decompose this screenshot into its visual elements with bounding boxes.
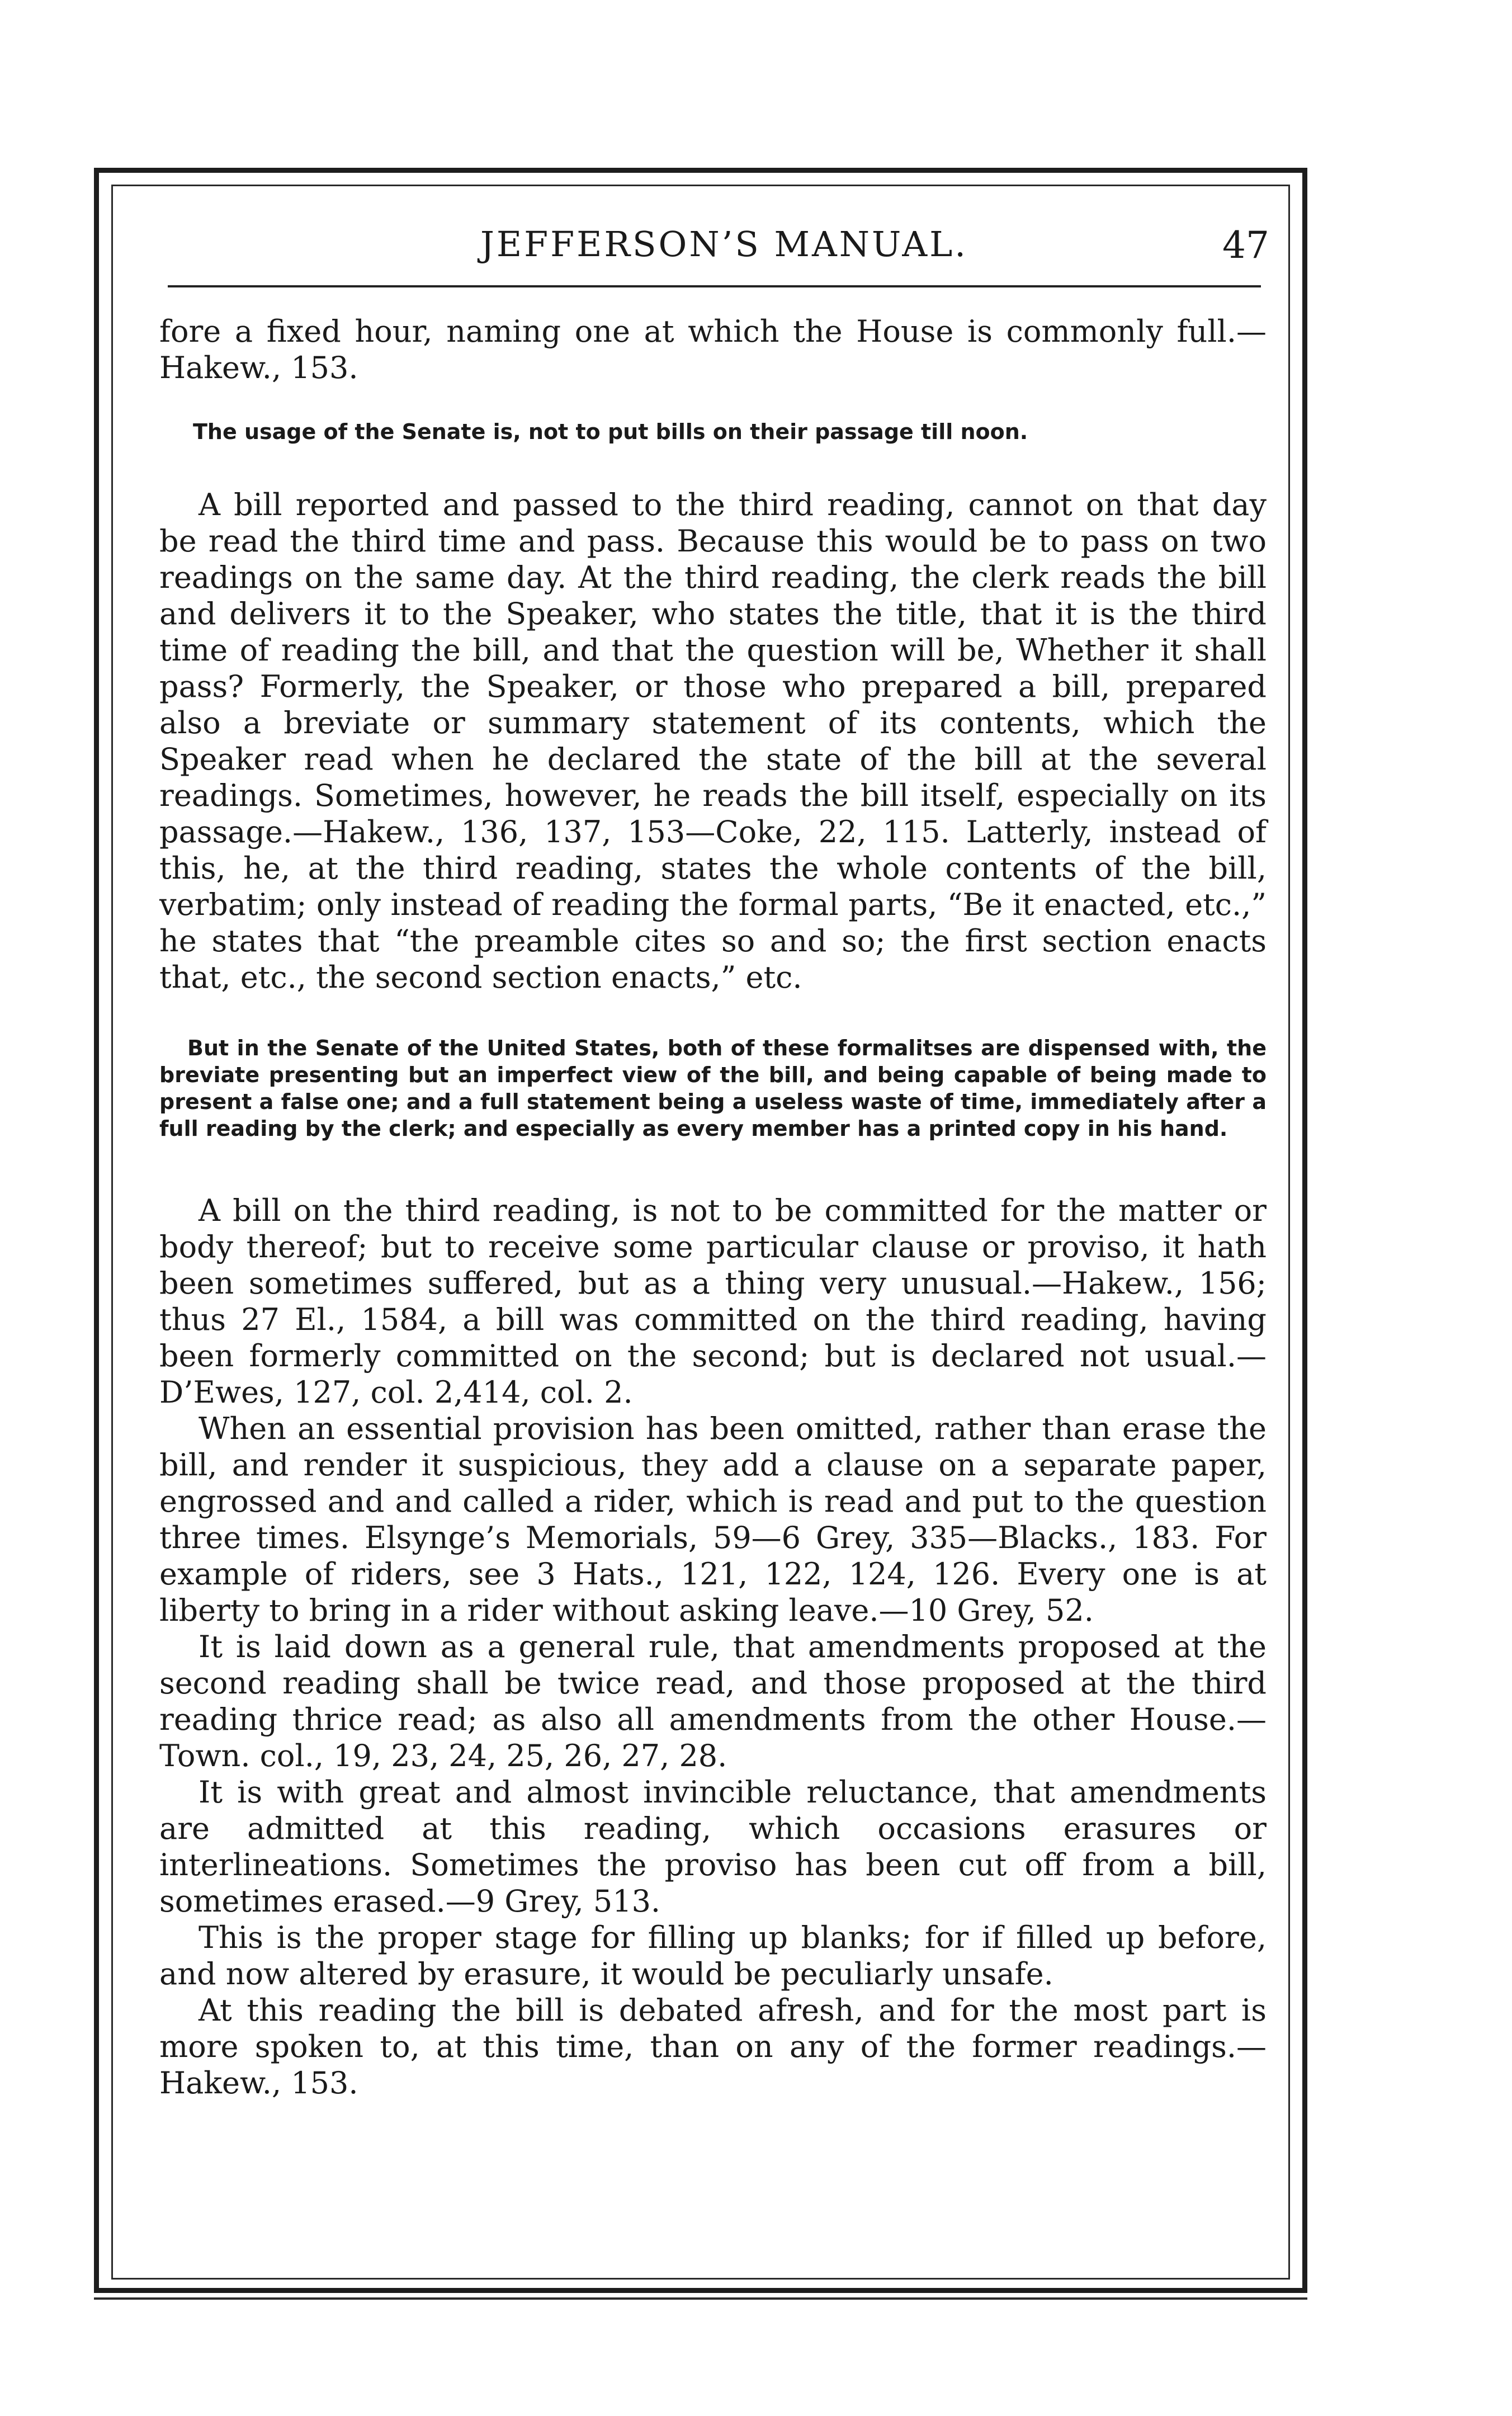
senate-note-noon: The usage of the Senate is, not to put bills on their passage till noon. bbox=[193, 419, 1028, 444]
paragraph-reluctance: It is with great and almost invincible reluctance, that amendments are admitted at this reading, which occasions erasures or interlineations. Sometimes the proviso has been cut off from a bill, sometimes erased.—9 Grey, 513. bbox=[159, 1775, 1267, 1919]
paragraph-debate: At this reading the bill is debated afresh, and for the most part is more spoken to, at this time, than on any of the former readings.—Hakew., 153. bbox=[159, 1993, 1267, 2101]
paragraph-rider: When an essential provision has been omitted, rather than erase the bill, and render it suspicious, they add a clause on a separate paper, engrossed and and called a rider, which is read and put to the question three times. Elsynge’s Memorials, 59—6 Grey, 335—Blacks., 183. For example of riders, see 3 Hats., 121, 122, 124, 126. Every one is at liberty to bring in a rider without asking leave.—10 Grey, 52. bbox=[159, 1411, 1267, 1628]
paragraph-third-reading: A bill reported and passed to the third reading, cannot on that day be read the third time and pass. Because this would be to pass on two readings on the same day. At the third reading, the clerk reads the bill and delivers it to the Speaker, who states the title, that it is the third time of reading the bill, and that the question will be, Whether it shall pass? Formerly, the Speaker, or those who prepared a bill, prepared also a breviate or summary statement of its contents, which the Speaker read when he declared the state of the bill at the several readings. Sometimes, however, he reads the bill itself, especially on its passage.—Hakew., 136, 137, 153—Coke, 22, 115. Latterly, instead of this, he, at the third reading, states the whole contents of the bill, verbatim; only instead of reading the formal parts, “Be it enacted, etc.,” he states that “the preamble cites so and so; the first section enacts that, etc., the second section enacts,” etc. bbox=[159, 487, 1267, 995]
paragraph-amendments-rule: It is laid down as a general rule, that amendments proposed at the second reading shall be twice read, and those proposed at the third reading thrice read; as also all amendments from the other House.—Town. col., 19, 23, 24, 25, 26, 27, 28. bbox=[159, 1629, 1267, 1773]
senate-note-formalities: But in the Senate of the United States, both of these formalitses are dispensed with, the breviate presenting but an imperfect view of the bill, and being capable of being made to present a false one; and a full statement being a useless waste of time, immediately after a full reading by the clerk; and especially as every member has a printed copy in his hand. bbox=[159, 1036, 1267, 1141]
page-bottom-rule bbox=[94, 2297, 1307, 2300]
paragraph-continuation: fore a fixed hour, naming one at which the House is commonly full.—Hakew., 153. bbox=[159, 314, 1267, 385]
paragraph-blanks: This is the proper stage for filling up blanks; for if filled up before, and now altered by erasure, it would be peculiarly unsafe. bbox=[159, 1920, 1267, 1992]
running-head bbox=[168, 224, 1281, 280]
page-text bbox=[159, 313, 1267, 2101]
page-number: 47 bbox=[1222, 224, 1269, 267]
running-title: JEFFERSON’S MANUAL. bbox=[480, 224, 968, 265]
header-rule bbox=[168, 285, 1261, 287]
paragraph-commitment: A bill on the third reading, is not to be committed for the matter or body thereof; but to receive some particular clause or proviso, it hath been sometimes suffered, but as a thing very unusual.—Hakew., 156; thus 27 El., 1584, a bill was committed on the third reading, having been formerly committed on the second; but is declared not usual.—D’Ewes, 127, col. 2,414, col. 2. bbox=[159, 1193, 1267, 1410]
